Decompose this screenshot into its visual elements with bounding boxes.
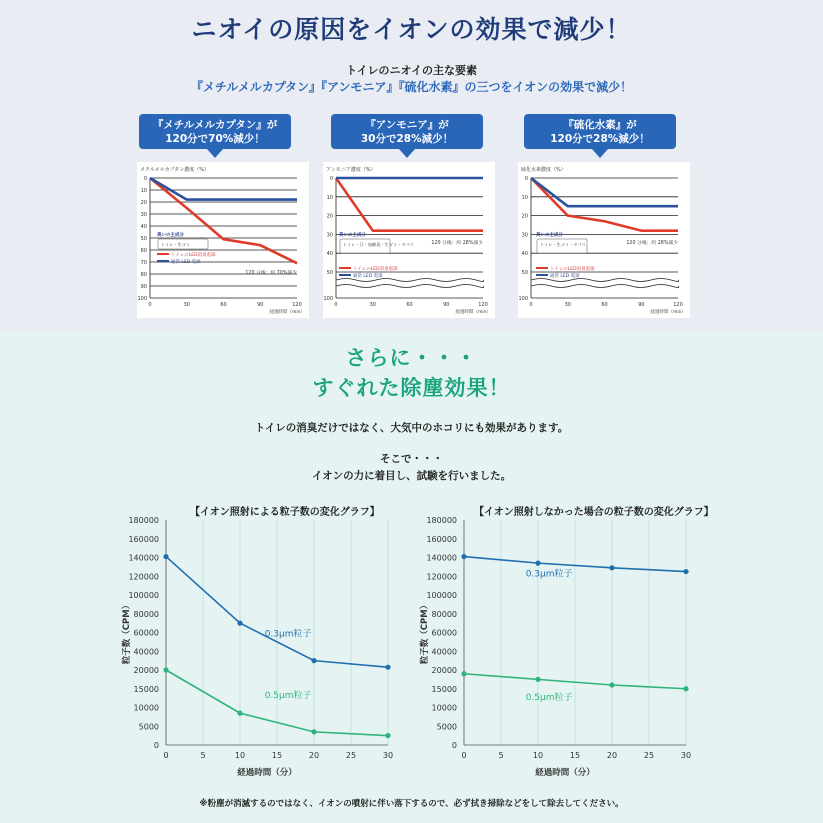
big-data-point [311, 729, 316, 734]
mini-y-tick: 60 [140, 248, 147, 254]
mini-source-text: トイレ・生ゴミ [161, 242, 191, 247]
mini-legend-blue: 通常 LED 電球 [171, 260, 201, 265]
page-title: ニオイの原因をイオンの効果で減少！ [191, 15, 632, 44]
mini-y-tick: 40 [140, 224, 147, 230]
big-x-tick: 0 [461, 751, 467, 760]
mini-y-tick: 30 [326, 232, 333, 239]
mini-series-line-red [531, 178, 678, 231]
callout-methyl-line1: 『メチルメルカプタン』が [152, 119, 278, 131]
big-y-tick: 80000 [133, 609, 159, 619]
mini-y-tick: 40 [521, 251, 528, 258]
mini-y-tick: 100 [323, 296, 333, 302]
mini-source-label: 臭いの主成分 [536, 233, 563, 238]
mini-chart-methyl [137, 162, 309, 318]
mini-x-label: 経過時間（min） [455, 310, 491, 315]
big-y-tick: 180000 [426, 516, 457, 525]
big-chart-svg [120, 512, 420, 782]
big-x-tick: 25 [643, 751, 655, 760]
callout-hydrogen-sulfide [524, 114, 676, 149]
big-x-label: 経過時間（分） [237, 768, 297, 778]
mini-x-label: 経過時間（min） [269, 310, 305, 315]
mini-chart-title: メチルメルカプタン濃度（%） [140, 167, 210, 173]
mini-y-tick: 50 [326, 270, 333, 276]
mini-y-tick: 40 [326, 251, 333, 258]
mini-y-tick: 70 [140, 260, 147, 266]
big-x-tick: 0 [163, 751, 169, 760]
big-series-label: 0.3μm粒子 [264, 629, 312, 640]
callout-ammonia-line1: 『アンモニア』が [365, 119, 449, 131]
big-data-point [609, 565, 614, 570]
mini-legend-red: トイレのLED消臭電球 [550, 267, 595, 272]
big-y-tick: 60000 [431, 628, 457, 638]
mini-chart-hydrogen-sulfide [518, 162, 690, 318]
big-x-tick: 15 [271, 751, 283, 760]
mini-break-wave [336, 285, 484, 288]
mini-y-tick: 100 [137, 296, 147, 302]
mini-x-tick: 0 [148, 302, 152, 308]
big-x-tick: 10 [532, 751, 544, 760]
mini-x-tick: 60 [601, 302, 608, 308]
mini-x-tick: 90 [257, 302, 264, 308]
chart-title-no-ion: 【イオン照射しなかった場合の粒子数の変化グラフ】 [474, 507, 714, 518]
big-data-point [461, 671, 466, 676]
big-y-tick: 120000 [128, 572, 159, 582]
callout-methyl-line2: 120分で70%減少！ [165, 133, 265, 145]
mini-y-tick: 90 [140, 284, 147, 290]
mini-x-tick: 30 [183, 302, 190, 308]
big-y-tick: 140000 [128, 553, 159, 563]
mini-x-label: 経過時間（min） [650, 310, 686, 315]
big-y-tick: 160000 [128, 534, 159, 544]
big-data-point [385, 733, 390, 738]
footnote: ※粉塵が消滅するのではなく、イオンの噴射に伴い落下するので、必ず拭き掃除などをして除去してください。 [199, 799, 624, 809]
mini-y-tick: 20 [521, 213, 528, 220]
big-y-tick: 40000 [431, 647, 457, 657]
mini-chart-svg [137, 162, 309, 318]
big-series-label: 0.5μm粒子 [264, 691, 312, 702]
big-x-tick: 15 [569, 751, 581, 760]
big-data-point [311, 658, 316, 663]
big-y-tick: 5000 [436, 722, 457, 732]
callout-h2s-line1: 『硫化水素』が [563, 119, 637, 131]
big-x-tick: 30 [680, 751, 692, 760]
mini-y-tick: 20 [140, 200, 147, 206]
callout-methyl [139, 114, 291, 149]
big-y-tick: 180000 [128, 516, 159, 525]
big-y-tick: 40000 [133, 647, 159, 657]
subtitle-line1: トイレのニオイの主な要素 [346, 64, 477, 77]
mini-source-text: トイレ・汗・加齢臭・生ゴミ・タバコ [343, 242, 414, 247]
big-x-tick: 5 [498, 751, 504, 760]
chart-ion [120, 512, 420, 786]
callout-ammonia [331, 114, 483, 149]
big-data-point [237, 621, 242, 626]
mini-x-tick: 90 [443, 302, 450, 308]
mini-x-tick: 30 [369, 302, 376, 308]
section2-heading1: さらに・・・ [345, 346, 478, 370]
big-data-point [609, 682, 614, 687]
chart-title-ion: 【イオン照射による粒子数の変化グラフ】 [190, 507, 380, 518]
mini-y-tick: 30 [140, 212, 147, 218]
big-y-tick: 80000 [431, 609, 457, 619]
big-y-tick: 120000 [426, 572, 457, 582]
big-x-tick: 30 [382, 751, 394, 760]
mini-annotation: 120 分後：約 28%減少 [431, 241, 483, 246]
mini-y-tick: 100 [518, 296, 528, 302]
mini-source-label: 臭いの主成分 [157, 233, 184, 238]
mini-x-tick: 0 [529, 302, 533, 308]
mini-y-tick: 10 [140, 188, 147, 194]
mini-y-tick: 30 [521, 232, 528, 239]
big-y-tick: 140000 [426, 553, 457, 563]
mini-legend-blue: 通常 LED 電球 [550, 274, 580, 279]
big-x-tick: 25 [345, 751, 357, 760]
mini-chart-svg [518, 162, 690, 318]
big-x-tick: 20 [606, 751, 618, 760]
section2-para1: トイレの消臭だけではなく、大気中のホコリにも効果があります。 [254, 422, 569, 434]
mini-x-tick: 120 [292, 302, 302, 308]
big-data-point [535, 677, 540, 682]
big-y-tick: 100000 [128, 591, 159, 600]
mini-break-wave [531, 285, 679, 288]
big-y-label: 粒子数（CPM） [122, 600, 132, 665]
mini-y-tick: 0 [524, 176, 528, 182]
mini-legend-red: トイレのLED消臭電球 [171, 253, 216, 258]
big-data-point [461, 554, 466, 559]
big-y-tick: 15000 [431, 684, 457, 694]
mini-source-label: 臭いの主成分 [339, 233, 366, 238]
big-chart-svg [418, 512, 718, 782]
section2-heading2: すぐれた除塵効果！ [312, 376, 511, 400]
big-data-point [237, 711, 242, 716]
mini-x-tick: 60 [220, 302, 227, 308]
mini-y-tick: 50 [140, 236, 147, 242]
mini-legend-blue: 通常 LED 電球 [353, 274, 383, 279]
subtitle-line2: 『メチルメルカプタン』『アンモニア』『硫化水素』の三つをイオンの効果で減少！ [190, 80, 633, 94]
callout-h2s-line2: 120分で28%減少！ [550, 133, 650, 145]
mini-x-tick: 120 [673, 302, 683, 308]
section2-para2: そこで・・・ [380, 453, 443, 465]
big-data-point [683, 686, 688, 691]
big-x-tick: 20 [308, 751, 320, 760]
big-y-label: 粒子数（CPM） [420, 600, 430, 665]
big-y-tick: 60000 [133, 628, 159, 638]
big-y-tick: 20000 [133, 666, 159, 675]
big-y-tick: 10000 [431, 703, 457, 713]
big-data-point [163, 667, 168, 672]
section2-para3: イオンの力に着目し、試験を行いました。 [311, 470, 512, 482]
big-y-tick: 10000 [133, 703, 159, 713]
big-data-point [683, 569, 688, 574]
big-data-point [535, 561, 540, 566]
big-x-tick: 5 [200, 751, 206, 760]
mini-y-tick: 10 [326, 194, 333, 201]
mini-x-tick: 120 [478, 302, 488, 308]
mini-y-tick: 0 [143, 176, 147, 182]
mini-y-tick: 10 [521, 194, 528, 201]
mini-y-tick: 0 [329, 176, 333, 182]
mini-chart-title: アンモニア濃度（%） [326, 167, 376, 173]
big-y-tick: 0 [451, 741, 457, 750]
big-y-tick: 0 [153, 741, 159, 750]
mini-y-tick: 50 [521, 270, 528, 276]
mini-y-tick: 80 [140, 272, 147, 278]
mini-chart-ammonia [323, 162, 495, 318]
mini-chart-svg [323, 162, 495, 318]
mini-annotation: 120 分後：約 28%減少 [626, 241, 678, 246]
big-x-tick: 10 [234, 751, 246, 760]
mini-source-text: トイレ・生ゴミ・タバコ [540, 242, 586, 247]
mini-x-tick: 90 [638, 302, 645, 308]
mini-x-tick: 0 [334, 302, 338, 308]
big-series-label: 0.5μm粒子 [525, 693, 573, 703]
big-y-tick: 5000 [138, 722, 159, 732]
big-data-point [385, 665, 390, 670]
big-y-tick: 15000 [133, 684, 159, 694]
callout-ammonia-line2: 30分で28%減少！ [360, 133, 454, 145]
mini-x-tick: 60 [406, 302, 413, 308]
big-y-tick: 160000 [426, 534, 457, 544]
big-data-point [163, 554, 168, 559]
big-y-tick: 100000 [426, 591, 457, 600]
chart-no-ion [418, 512, 718, 786]
mini-annotation: 120 分後：約 70%減少 [245, 271, 297, 276]
mini-x-tick: 30 [564, 302, 571, 308]
mini-series-line-red [336, 178, 483, 231]
big-y-tick: 20000 [431, 666, 457, 675]
mini-legend-red: トイレのLED消臭電球 [353, 267, 398, 272]
big-x-label: 経過時間（分） [535, 768, 595, 778]
mini-chart-title: 硫化水素濃度（%） [521, 167, 566, 173]
mini-y-tick: 20 [326, 213, 333, 220]
big-series-label: 0.3μm粒子 [525, 569, 573, 580]
